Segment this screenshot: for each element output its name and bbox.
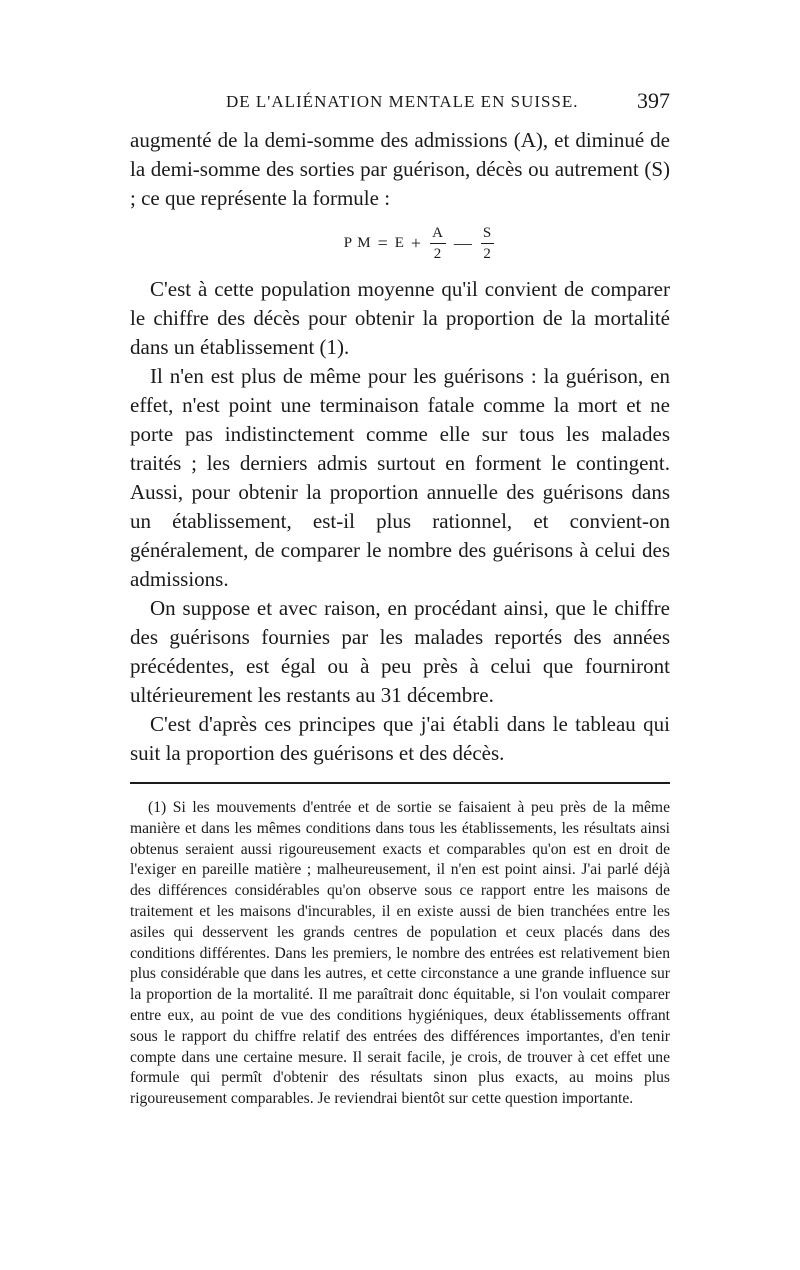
running-title: DE L'ALIÉNATION MENTALE EN SUISSE. [226, 92, 579, 111]
footnote: (1) Si les mouvements d'entrée et de sortie se faisaient à peu près de la même manière et dans les mêmes conditions dans tous les établissements, les résultats ainsi obtenus seraient aussi rigoureusement exacts et comparables qu'on est en droit de l'exiger en pareille matière ; malheureusement, il n'en est point ainsi. J'ai parlé déjà des différences considérables qu'on observe sous ce rapport entre les maisons de traitement et les maisons d'incurables, il en existe aussi de bien tranchées entre les asiles qui desservent les grands centres de population et ceux placés dans des conditions différentes. Dans les premiers, le nombre des entrées est relativement bien plus considérable que dans les autres, et cette circonstance a une grande influence sur la proportion de la mortalité. Il me paraîtrait donc équitable, si l'on voulait comparer entre eux, au point de vue des conditions hygiéniques, deux établissements offrant sous le rapport du chiffre relatif des entrées des différences importantes, d'en tenir compte dans une certaine mesure. Il serait facile, je crois, de trouver à cet effet une formule qui permît d'obtenir des résultats sinon plus exacts, au moins plus rigoureusement comparables. Je reviendrai bientôt sur cette question importante. [130, 799, 670, 1108]
body-text [130, 126, 670, 768]
book-page [130, 88, 670, 1126]
fraction-s [481, 224, 494, 263]
formula-e: E [394, 234, 405, 251]
fraction-a-numerator: A [430, 224, 446, 244]
paragraph: On suppose et avec raison, en procédant ainsi, que le chiffre des guérisons fournies par les malades reportés des années précédentes, est égal ou à peu près à celui que fourniront ultérieurement les restants au 31 décembre. [130, 596, 670, 707]
paragraph: C'est à cette population moyenne qu'il convient de comparer le chiffre des décès pour obtenir la proportion de la mortalité dans un établissement (1). [130, 277, 670, 359]
paragraph: C'est d'après ces principes que j'ai établi dans le tableau qui suit la proportion des guérisons et des décès. [130, 712, 670, 765]
formula [170, 213, 670, 273]
formula-plus: + [410, 232, 423, 253]
paragraph: Il n'en est plus de même pour les guérisons : la guérison, en effet, n'est point une terminaison fatale comme la mort et ne porte pas indistinctement comme elle sur tous les malades traités ; les derniers admis surtout en forment le contingent. Aussi, pour obtenir la proportion annuelle des guérisons dans un établissement, est-il plus rationnel, et convient-on généralement, de comparer le nombre des guérisons à celui des admissions. [130, 364, 670, 591]
formula-lhs: P M [343, 234, 372, 251]
fraction-a [430, 224, 446, 263]
fraction-s-numerator: S [481, 224, 494, 244]
fraction-a-denominator: 2 [433, 245, 443, 262]
formula-equals: = [377, 232, 389, 253]
paragraph-continued: augmenté de la demi-somme des admissions (A), et diminué de la demi-somme des sorties par guérison, décès ou autrement (S) ; ce que représente la formule : [130, 128, 670, 210]
running-head [130, 88, 670, 120]
formula-minus: — [453, 232, 473, 253]
fraction-s-denominator: 2 [483, 245, 492, 262]
footnote-separator [130, 782, 670, 784]
page-number: 397 [637, 88, 670, 113]
